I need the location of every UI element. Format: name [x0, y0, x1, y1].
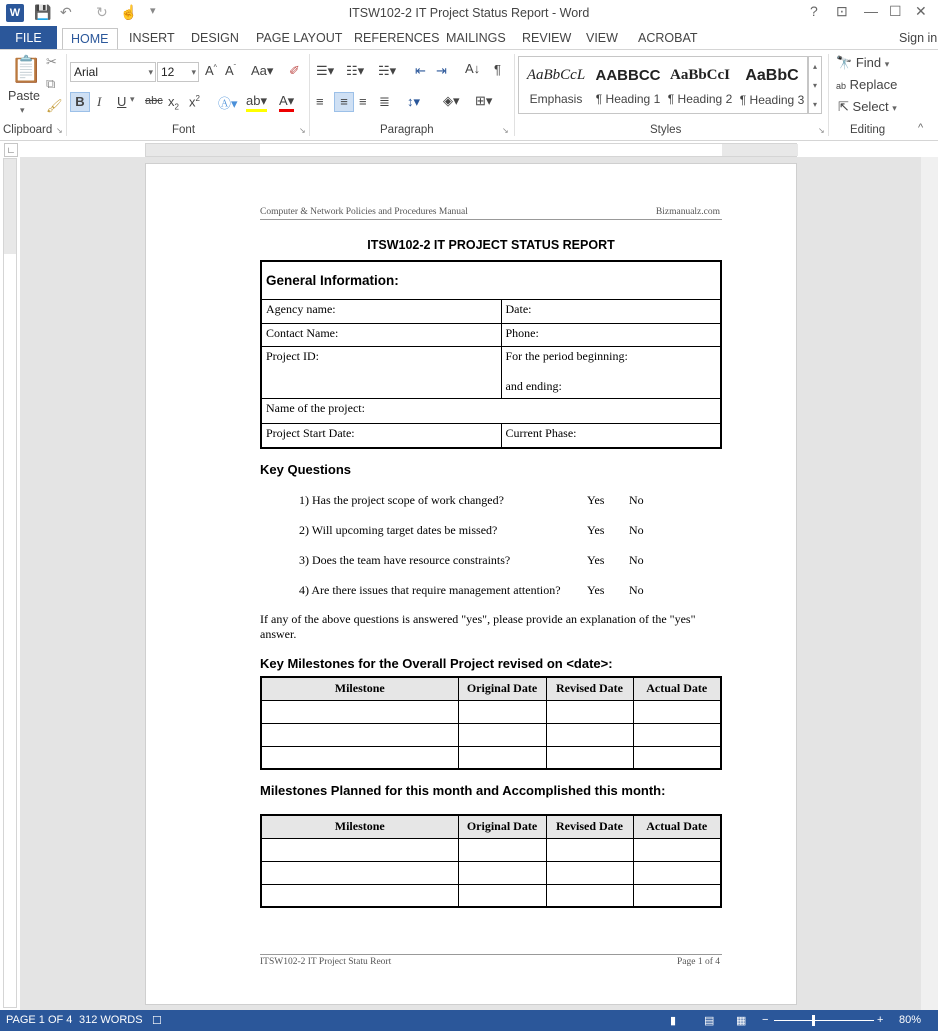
period-ending-label: and ending: — [505, 378, 562, 393]
find-label: Find — [855, 55, 882, 70]
contact-name-field[interactable]: Contact Name: — [261, 323, 501, 346]
align-left-icon[interactable]: ≡ — [316, 94, 324, 109]
find-button[interactable] — [836, 55, 889, 71]
project-id-field[interactable]: Project ID: — [261, 346, 501, 398]
align-center-icon[interactable]: ≡ — [334, 92, 354, 112]
styles-launcher-icon[interactable]: ↘ — [818, 126, 825, 135]
ribbon-tabs — [0, 26, 938, 50]
table-cell[interactable] — [261, 861, 458, 884]
question-1: 1) Has the project scope of work changed? — [299, 493, 504, 507]
borders-icon[interactable]: ⊞▾ — [475, 93, 493, 108]
touch-mode-icon[interactable]: ☝ — [120, 4, 138, 20]
bullets-icon[interactable]: ☰▾ — [316, 63, 335, 78]
table-cell[interactable] — [546, 700, 633, 723]
table-cell[interactable] — [633, 700, 721, 723]
column-header: Original Date — [458, 677, 546, 700]
styles-gallery — [518, 56, 808, 114]
milestones-planned-table — [260, 814, 722, 908]
table-cell[interactable] — [261, 700, 458, 723]
close-button[interactable]: ✕ — [915, 3, 927, 19]
tab-design[interactable]: DESIGN — [191, 31, 239, 45]
column-header: Milestone — [261, 677, 458, 700]
underline-dropdown-icon[interactable]: ▾ — [130, 94, 135, 104]
styles-scroll[interactable]: ▴ ▾ ▾ — [808, 56, 822, 114]
font-name-value: Arial — [74, 65, 99, 79]
table-cell[interactable] — [458, 746, 546, 769]
tab-selector[interactable]: ∟ — [4, 143, 18, 157]
superscript-button[interactable]: $x^2$ — [189, 94, 200, 110]
question-3-yes[interactable]: Yes — [587, 553, 605, 567]
styles-group-label: Styles — [650, 124, 682, 136]
maximize-button[interactable]: ☐ — [889, 3, 902, 19]
zoom-slider-thumb[interactable] — [812, 1015, 815, 1026]
chevron-down-icon: ▾ — [148, 67, 153, 77]
page-header-right: Bizmanualz.com — [655, 207, 720, 217]
paste-icon[interactable]: 📋 — [10, 54, 43, 84]
column-header: Revised Date — [546, 815, 633, 838]
question-3-no[interactable]: No — [629, 553, 644, 567]
column-header: Actual Date — [633, 677, 721, 700]
date-field[interactable]: Date: — [501, 299, 721, 323]
zoom-out-icon[interactable]: − — [762, 1014, 769, 1026]
redo-icon[interactable]: ↻ — [96, 4, 108, 20]
shading-icon[interactable]: ◈▾ — [443, 93, 460, 108]
zoom-in-icon[interactable]: + — [877, 1014, 884, 1026]
tab-review[interactable]: REVIEW — [522, 31, 572, 45]
table-cell[interactable] — [458, 723, 546, 746]
table-cell[interactable] — [633, 838, 721, 861]
shrink-font-icon[interactable]: $A^ˇ$ — [225, 63, 237, 78]
help-button[interactable]: ? — [810, 3, 818, 19]
current-phase-field[interactable]: Current Phase: — [501, 423, 721, 448]
ribbon-display-options-button[interactable]: ⊡ — [836, 3, 848, 19]
font-color-icon[interactable]: A▾ — [279, 93, 294, 112]
select-label: Select — [852, 99, 889, 114]
column-header: Original Date — [458, 815, 546, 838]
tab-insert[interactable]: INSERT — [129, 31, 175, 45]
customize-qat-icon[interactable]: ▾ — [150, 5, 156, 17]
zoom-slider[interactable] — [774, 1020, 874, 1021]
table-cell[interactable] — [546, 723, 633, 746]
tab-acrobat[interactable]: ACROBAT — [638, 31, 698, 45]
project-start-date-field[interactable]: Project Start Date: — [261, 423, 501, 448]
key-milestones-table — [260, 676, 722, 770]
binoculars-icon: 🔭 — [836, 55, 853, 70]
header-rule — [260, 219, 722, 220]
paragraph-launcher-icon[interactable]: ↘ — [502, 126, 509, 135]
style-name: ¶ Heading 1 — [595, 92, 661, 106]
ruler-ticks — [146, 144, 798, 156]
replace-button[interactable] — [836, 77, 897, 92]
table-row — [261, 884, 721, 907]
page-footer-right: Page 1 of 4 — [676, 957, 720, 967]
italic-button[interactable]: I — [97, 94, 102, 109]
table-cell[interactable] — [633, 746, 721, 769]
style-name: Emphasis — [529, 92, 583, 106]
key-milestones-heading: Key Milestones for the Overall Project revised on <date>: — [260, 656, 613, 671]
tab-page-layout[interactable]: PAGE LAYOUT — [256, 31, 343, 45]
print-layout-icon[interactable]: ▤ — [704, 1015, 715, 1027]
table-row — [261, 861, 721, 884]
page-indicator[interactable]: PAGE 1 OF 4 — [6, 1014, 73, 1026]
subscript-button[interactable]: $x_2$ — [168, 94, 179, 112]
horizontal-ruler[interactable] — [145, 143, 797, 157]
editing-group-label: Editing — [850, 124, 886, 136]
divider — [309, 54, 310, 136]
table-cell[interactable] — [546, 861, 633, 884]
style-preview: AaBbCcI — [669, 67, 730, 83]
tab-home[interactable]: HOME — [62, 28, 118, 51]
web-layout-icon[interactable]: ▦ — [736, 1015, 747, 1027]
collapse-ribbon-icon[interactable]: ^ — [918, 122, 924, 134]
divider — [514, 54, 515, 136]
font-size-combo[interactable] — [157, 62, 199, 82]
period-beginning-label: For the period beginning: — [505, 348, 628, 363]
replace-icon: ab — [836, 81, 847, 91]
style-heading-1[interactable] — [593, 67, 663, 106]
cut-icon[interactable]: ✂ — [46, 54, 57, 69]
ruler-ticks — [4, 159, 16, 1007]
word-count[interactable]: 312 WORDS — [79, 1014, 143, 1026]
style-emphasis[interactable] — [521, 67, 591, 106]
table-cell[interactable] — [633, 884, 721, 907]
chevron-down-icon: ▾ — [892, 103, 897, 113]
clear-formatting-icon[interactable]: ✐ — [289, 63, 300, 78]
table-cell[interactable] — [546, 884, 633, 907]
table-cell[interactable] — [633, 861, 721, 884]
paste-button-label[interactable]: Paste — [8, 89, 40, 103]
question-2: 2) Will upcoming target dates be missed? — [299, 523, 498, 537]
explanation-note: If any of the above questions is answered "yes", please provide an explanation of the "yes" answer. — [260, 612, 696, 641]
font-group-label: Font — [172, 124, 196, 136]
strikethrough-button[interactable]: abc — [145, 95, 163, 107]
table-row — [261, 700, 721, 723]
table-row — [261, 746, 721, 769]
paragraph-group-label: Paragraph — [380, 124, 434, 136]
paste-dropdown-icon[interactable]: ▾ — [20, 105, 25, 115]
vertical-scrollbar[interactable] — [921, 157, 938, 1010]
project-name-field[interactable]: Name of the project: — [261, 398, 721, 423]
table-cell[interactable] — [633, 723, 721, 746]
table-cell[interactable] — [261, 884, 458, 907]
document-title: ITSW102-2 IT Project Status Report - Word — [348, 6, 590, 20]
line-spacing-icon[interactable]: ↕▾ — [407, 94, 421, 109]
column-header: Actual Date — [633, 815, 721, 838]
table-cell[interactable] — [458, 700, 546, 723]
general-information-table — [260, 260, 722, 449]
period-field[interactable] — [501, 346, 721, 398]
table-cell[interactable] — [261, 723, 458, 746]
chevron-down-icon: ▾ — [884, 59, 890, 69]
question-2-yes[interactable]: Yes — [587, 523, 605, 537]
tab-file[interactable]: FILE — [0, 26, 57, 50]
chevron-down-icon: ▾ — [191, 67, 196, 77]
tab-view[interactable]: VIEW — [586, 31, 618, 45]
table-cell[interactable] — [458, 838, 546, 861]
decrease-indent-icon[interactable]: ⇤ — [415, 63, 426, 78]
show-formatting-icon[interactable]: ¶ — [494, 62, 501, 77]
proofing-icon[interactable]: ☐ — [152, 1015, 162, 1027]
style-name: ¶ Heading 2 — [667, 92, 733, 106]
sign-in-link[interactable]: Sign in — [899, 31, 938, 45]
text-effects-icon[interactable]: Ⓐ▾ — [218, 96, 238, 111]
align-right-icon[interactable]: ≡ — [359, 94, 367, 109]
sort-icon[interactable]: A↓ — [465, 61, 481, 76]
cursor-icon: ⇱ — [838, 99, 849, 114]
increase-indent-icon[interactable]: ⇥ — [436, 63, 447, 78]
divider — [828, 54, 829, 136]
general-information-heading: General Information: — [261, 261, 721, 299]
word-app-icon: W — [6, 4, 24, 22]
underline-button[interactable]: U — [117, 94, 127, 109]
tab-mailings[interactable]: MAILINGS — [446, 31, 506, 45]
question-4-no[interactable]: No — [629, 583, 644, 597]
zoom-level[interactable]: 80% — [899, 1014, 922, 1026]
vertical-ruler[interactable] — [3, 158, 17, 1008]
key-questions-heading: Key Questions — [260, 462, 352, 477]
replace-label: Replace — [849, 77, 898, 92]
ribbon — [0, 49, 938, 141]
read-mode-icon[interactable]: ▮ — [670, 1015, 677, 1027]
table-cell[interactable] — [546, 838, 633, 861]
table-row — [261, 838, 721, 861]
clipboard-group-label: Clipboard — [3, 124, 53, 136]
question-1-yes[interactable]: Yes — [587, 493, 605, 507]
column-header: Milestone — [261, 815, 458, 838]
column-header: Revised Date — [546, 677, 633, 700]
footer-rule — [260, 954, 722, 955]
grow-font-icon[interactable]: A^ — [205, 63, 217, 78]
tab-references[interactable]: REFERENCES — [354, 31, 440, 45]
document-page[interactable] — [145, 163, 797, 1005]
format-painter-icon[interactable]: 🖌 — [46, 98, 63, 113]
table-cell[interactable] — [458, 861, 546, 884]
style-heading-3[interactable] — [737, 67, 807, 107]
highlight-color-icon[interactable]: ab▾ — [246, 93, 267, 112]
table-cell[interactable] — [261, 746, 458, 769]
multilevel-list-icon[interactable]: ☵▾ — [378, 63, 397, 78]
page-footer-left: ITSW102-2 IT Project Statu Reort — [260, 957, 392, 967]
divider — [66, 54, 67, 136]
font-name-combo[interactable] — [70, 62, 156, 82]
phone-field[interactable]: Phone: — [501, 323, 721, 346]
agency-name-field[interactable]: Agency name: — [261, 299, 501, 323]
table-cell[interactable] — [546, 746, 633, 769]
title-bar — [0, 0, 938, 26]
style-name: ¶ Heading 3 — [739, 93, 805, 107]
question-3: 3) Does the team have resource constraints? — [299, 553, 511, 567]
table-cell[interactable] — [261, 838, 458, 861]
font-launcher-icon[interactable]: ↘ — [299, 126, 306, 135]
question-1-no[interactable]: No — [629, 493, 644, 507]
style-preview: AABBCC — [595, 67, 661, 84]
minimize-button[interactable]: — — [864, 3, 878, 19]
report-title: ITSW102-2 IT PROJECT STATUS REPORT — [367, 238, 615, 252]
style-heading-2[interactable] — [665, 67, 735, 106]
bold-button[interactable]: B — [70, 92, 90, 112]
font-size-value: 12 — [161, 65, 175, 79]
question-4-yes[interactable]: Yes — [587, 583, 605, 597]
question-4: 4) Are there issues that require management attention? — [299, 583, 561, 597]
status-bar — [0, 1010, 938, 1031]
select-button[interactable] — [838, 99, 897, 115]
copy-icon[interactable]: ⧉ — [46, 76, 56, 91]
clipboard-launcher-icon[interactable]: ↘ — [56, 126, 63, 135]
milestones-planned-heading: Milestones Planned for this month and Accomplished this month: — [260, 783, 666, 798]
page-header-left: Computer & Network Policies and Procedures Manual — [260, 207, 468, 217]
justify-icon[interactable]: ≣ — [379, 94, 390, 109]
numbering-icon[interactable]: ☷▾ — [346, 63, 365, 78]
question-2-no[interactable]: No — [629, 523, 644, 537]
undo-icon[interactable]: ↶ — [60, 4, 72, 20]
style-preview: AaBbC — [745, 67, 799, 84]
table-row — [261, 723, 721, 746]
style-preview: AaBbCcL — [526, 67, 586, 83]
change-case-icon[interactable]: Aa▾ — [251, 63, 274, 78]
table-cell[interactable] — [458, 884, 546, 907]
save-icon[interactable]: 💾 — [34, 4, 52, 20]
